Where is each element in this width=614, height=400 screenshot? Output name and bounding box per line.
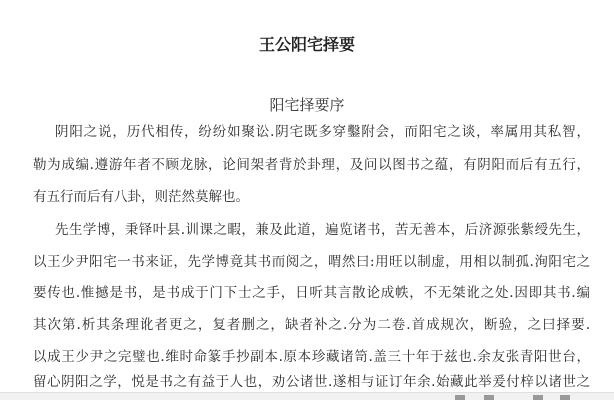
text-line: 阴阳之说，历代相传，纷纷如聚讼.阴宅既多穿鑿附会，而阳宅之谈，率属用其私智， [55,124,590,140]
text-line: 有五行而后有八卦，则茫然莫解也。 [33,189,249,205]
text-line: 其次第.析其条理讹者更之，复者删之，缺者补之.分为二卷.首成规次，断验，之曰择要. [33,317,590,333]
text-line: 勒为成编.遵游年者不顾龙脉，论间架者背於卦理，及问以图书之蕴，有阴阳而后有五行， [33,157,590,173]
bottom-toolbar [0,392,614,400]
grid-icon[interactable] [560,395,570,400]
zoom-icon[interactable] [533,395,543,400]
text-line: 留心阴阳之学，悦是书之有益于人也，劝公诸世.遂相与证订年余.始藏此举爰付梓以诸世之 [33,374,590,390]
section-heading: 阳宅择要序 [269,96,345,114]
page-title: 王公阳宅择要 [258,35,355,54]
text-line: 先生学博，秉铎叶县.训课之暇，兼及此道，遍览诸书，苦无善本，后济源张紫绶先生， [55,222,590,238]
text-line: 以成王少尹之完璧也.维时命篆手抄副本.原本珍藏诸笥.盖三十年于兹也.余友张青阳世台， [33,349,590,365]
page-icon[interactable] [455,395,465,400]
page-icon[interactable] [484,395,494,400]
text-line: 以王少尹阳宅一书来证，先学博竟其书而阅之，喟然曰:用旺以制虚，用相以制孤.洵阳宅之 [33,254,590,270]
text-line: 要传也.惟撼是书，是书成于门下士之手，日听其言散论成帙，不无桀讹之处.因即其书.编 [33,285,590,301]
